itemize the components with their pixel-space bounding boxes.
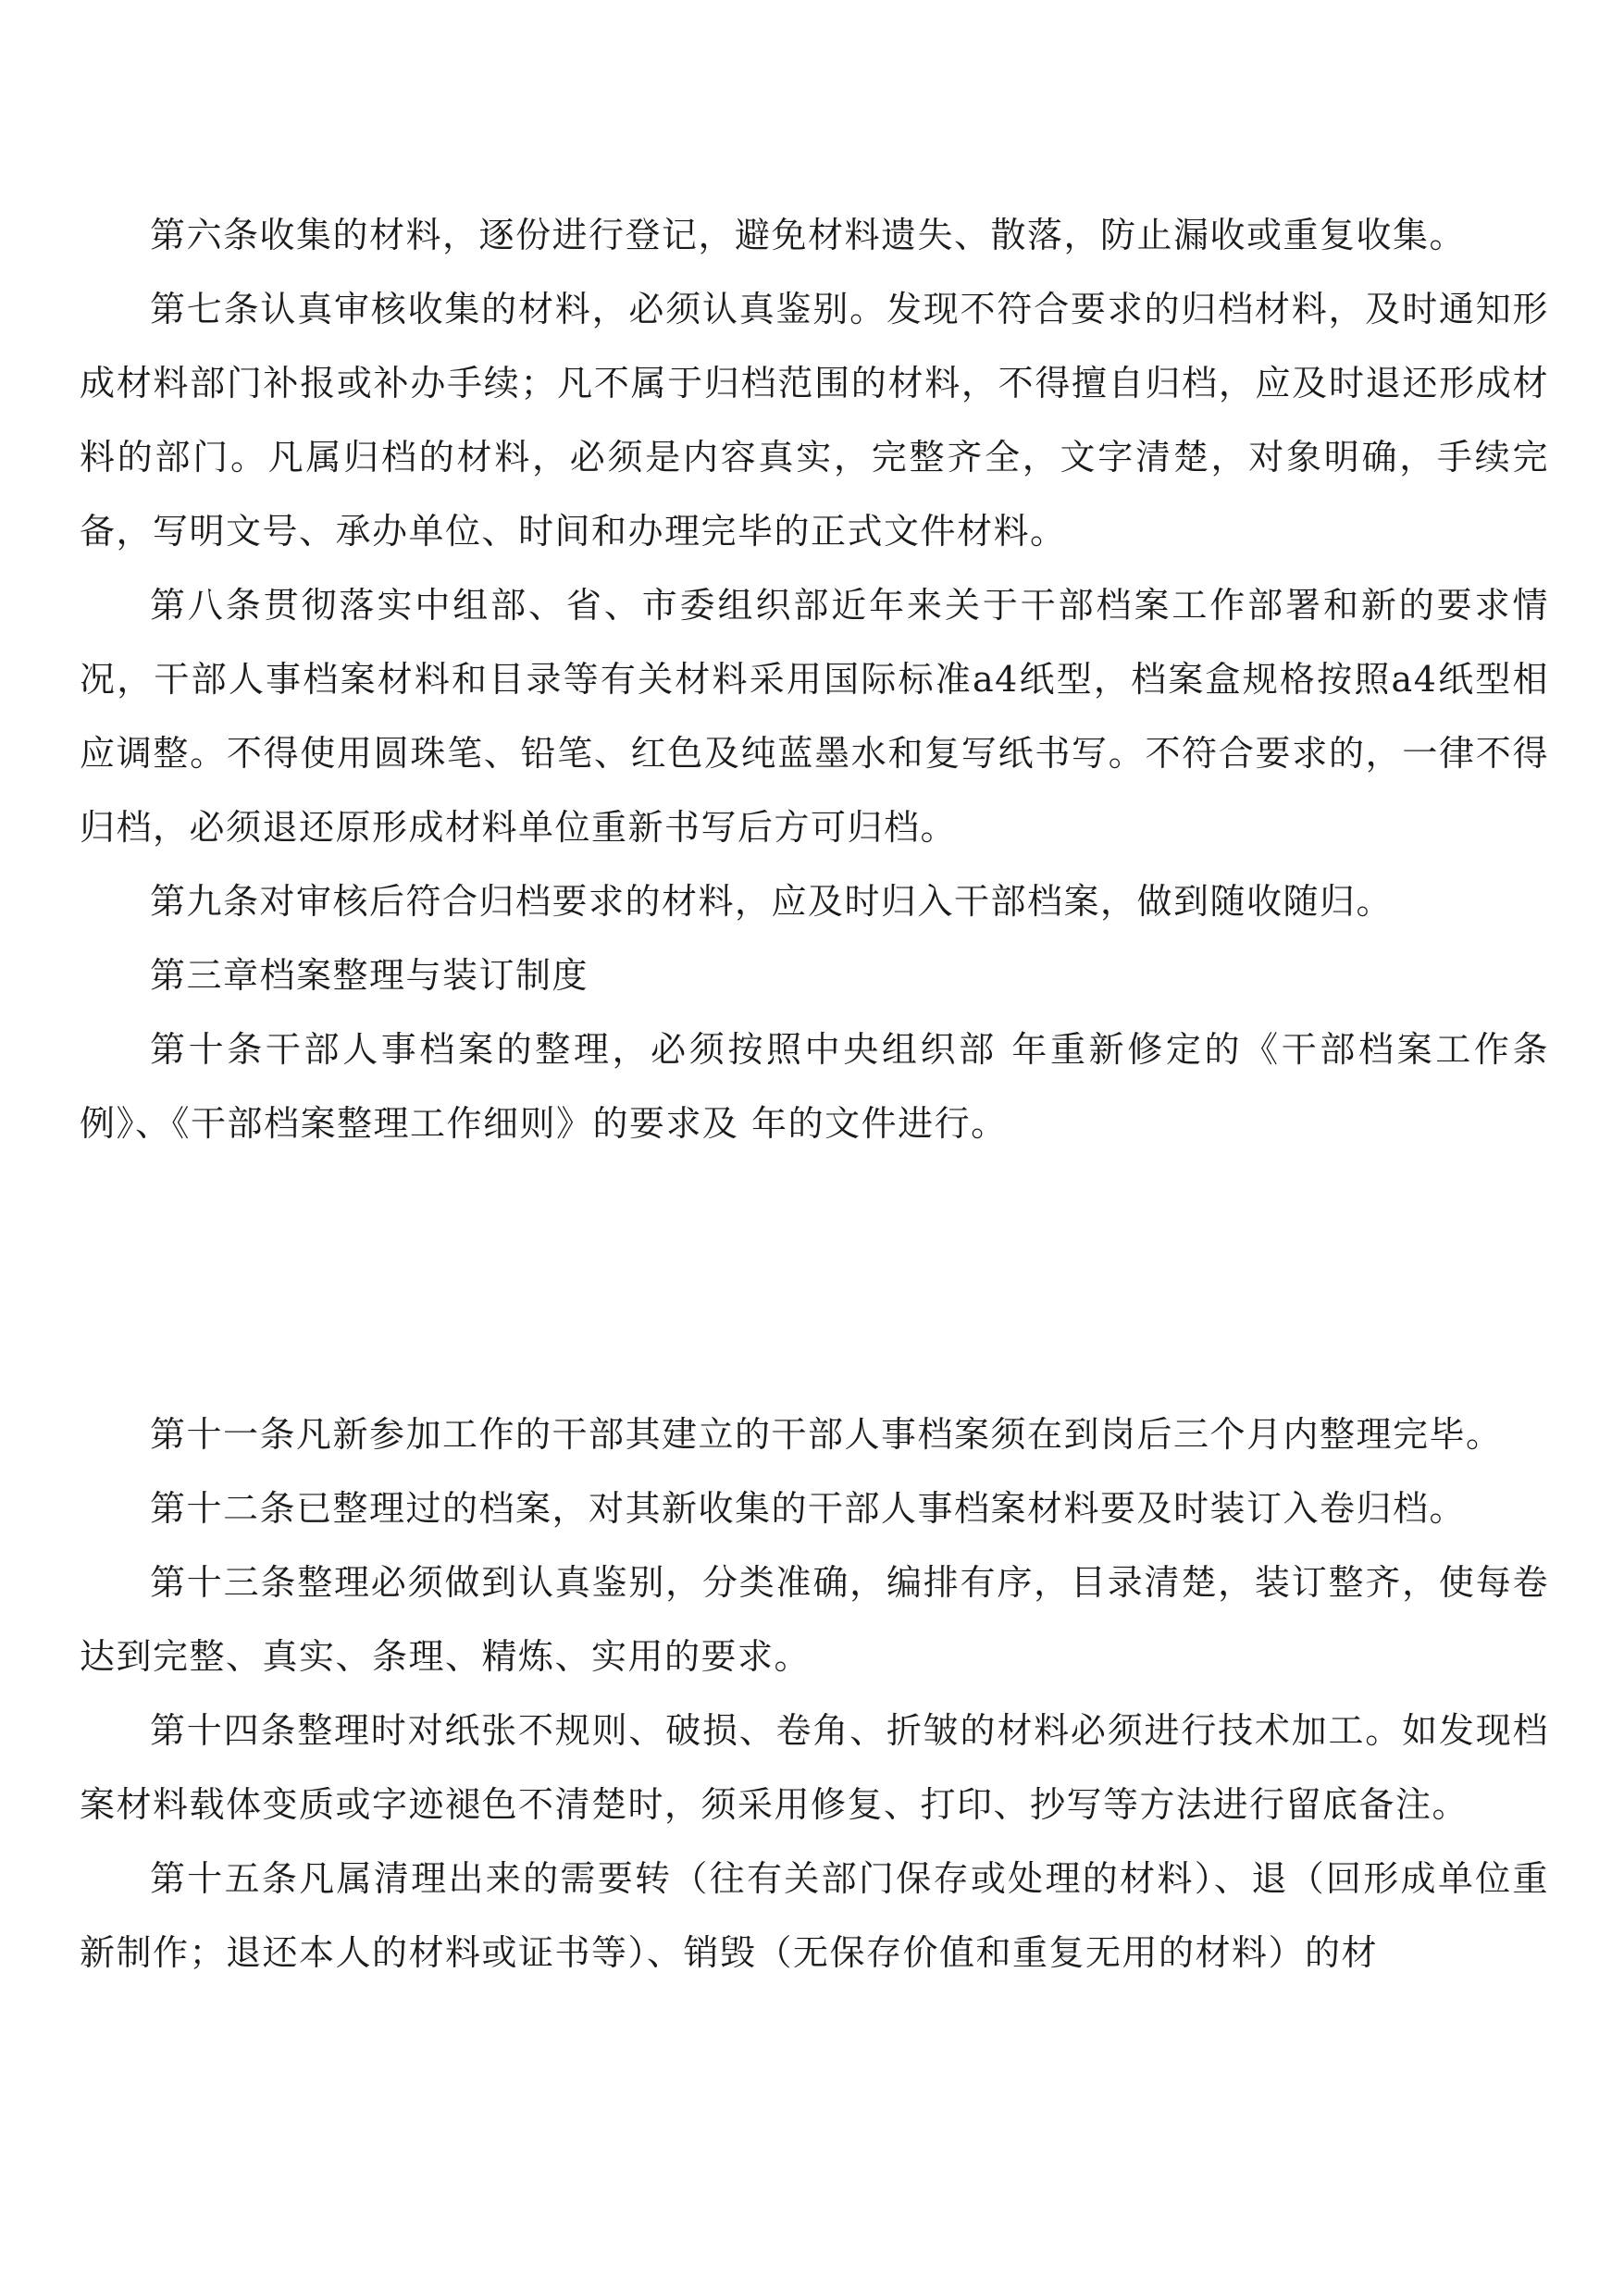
paragraph-article-9: 第九条对审核后符合归档要求的材料，应及时归入干部档案，做到随收随归。 <box>150 881 1394 922</box>
paragraph-article-8: 第八条贯彻落实中组部、省、市委组织部近年来关于干部档案工作部署和新的要求情况，干部人事档案材料和目录等有关材料采用国际标准a4纸型，档案盒规格按照a4纸型相应调整。不得使用圆珠笔、铅笔、红色及纯蓝墨水和复写纸书写。不符合要求的，一律不得归档，必须退还原形成材料单位重新书写后方可归档。 <box>80 585 1549 848</box>
paragraph-article-13: 第十三条整理必须做到认真鉴别，分类准确，编排有序，目录清楚，装订整齐，使每卷达到完整、真实、条理、精炼、实用的要求。 <box>80 1562 1549 1677</box>
paragraph-article-10: 第十条干部人事档案的整理，必须按照中央组织部 年重新修定的《干部档案工作条例》、《干部档案整理工作细则》的要求及 年的文件进行。 <box>80 1029 1549 1144</box>
paragraph-article-15: 第十五条凡属清理出来的需要转（往有关部门保存或处理的材料）、退（回形成单位重新制作；退还本人的材料或证书等）、销毁（无保存价值和重复无用的材料）的材 <box>80 1858 1549 1973</box>
paragraph-article-11: 第十一条凡新参加工作的干部其建立的干部人事档案须在到岗后三个月内整理完毕。 <box>150 1414 1503 1455</box>
paragraph-article-12: 第十二条已整理过的档案，对其新收集的干部人事档案材料要及时装订入卷归档。 <box>150 1488 1467 1529</box>
text-block-upper <box>80 198 1549 1160</box>
paragraph-article-6: 第六条收集的材料，逐份进行登记，避免材料遗失、散落，防止漏收或重复收集。 <box>150 215 1467 255</box>
paragraph-article-7: 第七条认真审核收集的材料，必须认真鉴别。发现不符合要求的归档材料，及时通知形成材料部门补报或补办手续；凡不属于归档范围的材料，不得擅自归档，应及时退还形成材料的部门。凡属归档的材料，必须是内容真实，完整齐全，文字清楚，对象明确，手续完备，写明文号、承办单位、时间和办理完毕的正式文件材料。 <box>80 289 1549 552</box>
chapter-heading: 第三章档案整理与装订制度 <box>150 955 589 996</box>
text-block-lower <box>80 1397 1549 1990</box>
paragraph-article-14: 第十四条整理时对纸张不规则、破损、卷角、折皱的材料必须进行技术加工。如发现档案材料载体变质或字迹褪色不清楚时，须采用修复、打印、抄写等方法进行留底备注。 <box>80 1710 1549 1825</box>
